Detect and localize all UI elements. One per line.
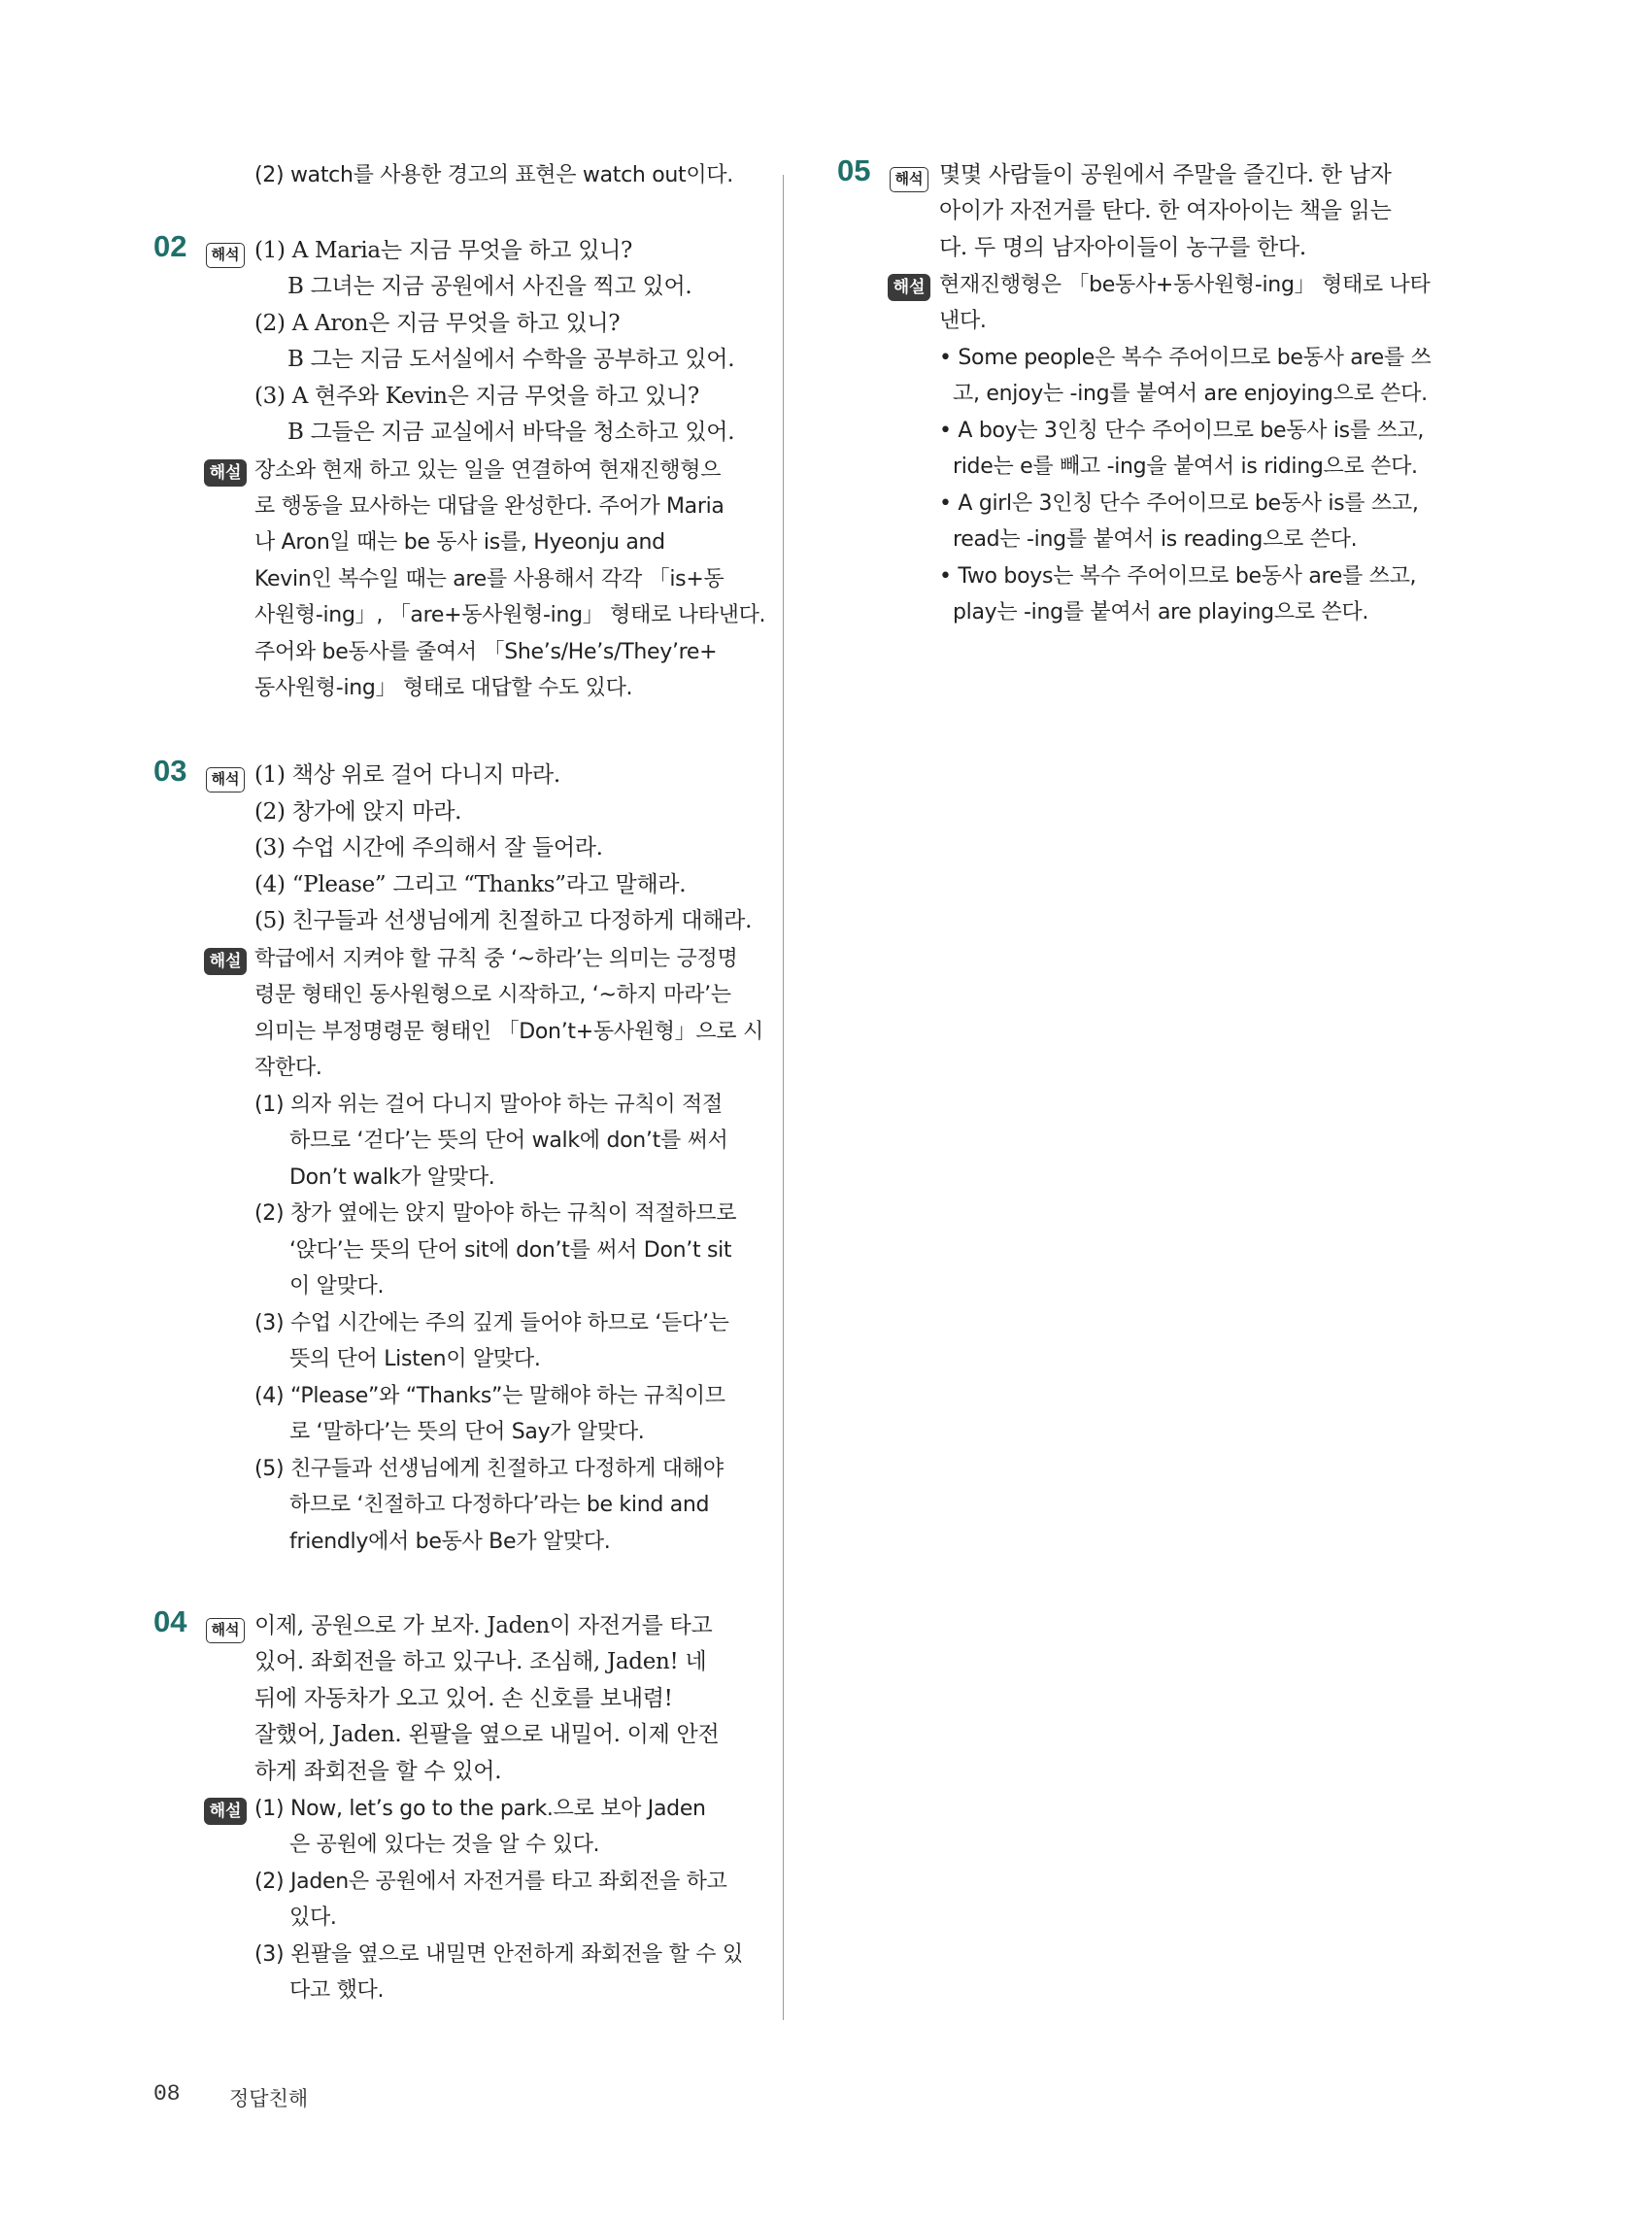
question-number: 05 [837, 153, 871, 187]
left-text-line: friendly에서 be동사 Be가 알맞다. [289, 1530, 611, 1554]
left-text-line: ‘앉다’는 뜻의 단어 sit에 don’t를 써서 Don’t sit [289, 1238, 732, 1263]
left-text-line: 로 ‘말하다’는 뜻의 단어 Say가 알맞다. [289, 1420, 645, 1444]
left-text-line: 주어와 be동사를 줄여서 「She’s/He’s/They’re+ [254, 640, 718, 664]
left-text-line: 령문 형태인 동사원형으로 시작하고, ‘~하지 마라’는 [254, 983, 731, 1007]
right-text-line: • A boy는 3인칭 단수 주어이므로 be동사 is를 쓰고, [939, 419, 1425, 443]
left-text-line: 이제, 공원으로 가 보자. Jaden이 자전거를 타고 [254, 1613, 713, 1638]
left-text-line: 하므로 ‘걷다’는 뜻의 단어 walk에 don’t를 써서 [289, 1129, 728, 1153]
explanation-badge: 해설 [204, 459, 247, 487]
translation-badge: 해석 [206, 767, 245, 793]
right-text-line: • A girl은 3인칭 단수 주어이므로 be동사 is를 쓰고, [939, 491, 1419, 516]
left-text-line: 하게 좌회전을 할 수 있어. [254, 1759, 502, 1784]
left-text-line: B 그녀는 지금 공원에서 사진을 찍고 있어. [287, 274, 692, 299]
left-text-line: (4) “Please”와 “Thanks”는 말해야 하는 규칙이므 [254, 1384, 725, 1408]
left-text-line: Don’t walk가 알맞다. [289, 1165, 495, 1190]
left-text-line: 이 알맞다. [289, 1274, 385, 1298]
left-text-line: 장소와 현재 하고 있는 일을 연결하여 현재진행형으 [254, 458, 722, 483]
question-number: 04 [153, 1604, 187, 1638]
left-text-line: (1) 책상 위로 걸어 다니지 마라. [254, 762, 560, 788]
right-text-line: 고, enjoy는 -ing를 붙여서 are enjoying으로 쓴다. [953, 382, 1428, 406]
right-text-line: • Two boys는 복수 주어이므로 be동사 are를 쓰고, [939, 564, 1417, 589]
translation-badge: 해석 [890, 167, 928, 192]
explanation-badge: 해설 [888, 274, 930, 301]
left-text-line: 뜻의 단어 Listen이 알맞다. [289, 1347, 541, 1371]
left-text-line: 로 행동을 묘사하는 대답을 완성한다. 주어가 Maria [254, 494, 725, 519]
right-text-line: read는 -ing를 붙여서 is reading으로 쓴다. [953, 527, 1358, 552]
translation-badge: 해석 [206, 243, 245, 268]
right-text-line: 다. 두 명의 남자아이들이 농구를 한다. [939, 235, 1306, 260]
left-text-line: (3) 수업 시간에는 주의 깊게 들어야 하므로 ‘듣다’는 [254, 1311, 729, 1335]
left-text-line: (1) 의자 위는 걸어 다니지 말아야 하는 규칙이 적절 [254, 1093, 723, 1117]
left-text-line: (3) A 현주와 Kevin은 지금 무엇을 하고 있니? [254, 384, 699, 409]
left-text-line: (2) Jaden은 공원에서 자전거를 타고 좌회전을 하고 [254, 1870, 727, 1894]
left-text-line: Kevin인 복수일 때는 are를 사용해서 각각 「is+동 [254, 567, 725, 591]
footer-title: 정답친해 [229, 2087, 309, 2110]
left-text-line: 하므로 ‘친절하고 다정하다’라는 be kind and [289, 1493, 710, 1517]
right-text-line: • Some people은 복수 주어이므로 be동사 are를 쓰 [939, 346, 1432, 370]
left-text-line: (3) 왼팔을 옆으로 내밀면 안전하게 좌회전을 할 수 있 [254, 1942, 743, 1967]
translation-badge: 해석 [206, 1618, 245, 1643]
page-number: 08 [153, 2081, 181, 2107]
left-text-line: 의미는 부정명령문 형태인 「Don’t+동사원형」으로 시 [254, 1020, 763, 1044]
left-text-line: 뒤에 자동차가 오고 있어. 손 신호를 보내렴! [254, 1686, 673, 1711]
left-text-line: 나 Aron일 때는 be 동사 is를, Hyeonju and [254, 530, 665, 555]
left-text-line: 있어. 좌회전을 하고 있구나. 조심해, Jaden! 네 [254, 1649, 707, 1674]
left-text-line: (4) “Please” 그리고 “Thanks”라고 말해라. [254, 872, 687, 897]
left-text-line: (2) 창가에 앉지 마라. [254, 799, 462, 825]
left-text-line: (5) 친구들과 선생님에게 친절하고 다정하게 대해야 [254, 1457, 724, 1481]
question-number: 03 [153, 754, 187, 788]
left-text-line: (1) A Maria는 지금 무엇을 하고 있니? [254, 238, 633, 263]
explanation-badge: 해설 [204, 948, 247, 975]
right-text-line: ride는 e를 빼고 -ing을 붙여서 is riding으로 쓴다. [953, 455, 1418, 479]
left-text-line: B 그들은 지금 교실에서 바닥을 청소하고 있어. [287, 420, 735, 445]
left-text-line: 작한다. [254, 1056, 322, 1080]
left-text-line: 있다. [289, 1906, 337, 1930]
left-text-line: B 그는 지금 도서실에서 수학을 공부하고 있어. [287, 347, 735, 372]
left-text-line: (2) 창가 옆에는 앉지 말아야 하는 규칙이 적절하므로 [254, 1201, 737, 1226]
explanation-badge: 해설 [204, 1798, 247, 1825]
question-number: 02 [153, 229, 187, 263]
left-text-line: (3) 수업 시간에 주의해서 잘 들어라. [254, 835, 603, 860]
right-text-line: 낸다. [939, 309, 987, 333]
left-text-line: 잘했어, Jaden. 왼팔을 옆으로 내밀어. 이제 안전 [254, 1722, 720, 1747]
left-text-line: 동사원형-ing」 형태로 대답할 수도 있다. [254, 676, 633, 700]
column-divider [783, 175, 784, 2020]
right-text-line: 아이가 자전거를 탄다. 한 여자아이는 책을 읽는 [939, 198, 1392, 223]
left-text-line: 사원형-ing」, 「are+동사원형-ing」 형태로 나타낸다. [254, 603, 766, 627]
left-text-line: 학급에서 지켜야 할 규칙 중 ‘~하라’는 의미는 긍정명 [254, 947, 738, 971]
left-text-line: (2) A Aron은 지금 무엇을 하고 있니? [254, 311, 621, 336]
right-text-line: play는 -ing를 붙여서 are playing으로 쓴다. [953, 600, 1369, 624]
left-text-line: (2) watch를 사용한 경고의 표현은 watch out이다. [254, 163, 733, 187]
left-text-line: 은 공원에 있다는 것을 알 수 있다. [289, 1833, 600, 1857]
right-text-line: 몇몇 사람들이 공원에서 주말을 즐긴다. 한 남자 [939, 162, 1392, 187]
left-text-line: (1) Now, let’s go to the park.으로 보아 Jaden [254, 1797, 706, 1821]
left-text-line: (5) 친구들과 선생님에게 친절하고 다정하게 대해라. [254, 908, 753, 933]
left-text-line: 다고 했다. [289, 1978, 385, 2003]
right-text-line: 현재진행형은 「be동사+동사원형-ing」 형태로 나타 [939, 273, 1431, 297]
